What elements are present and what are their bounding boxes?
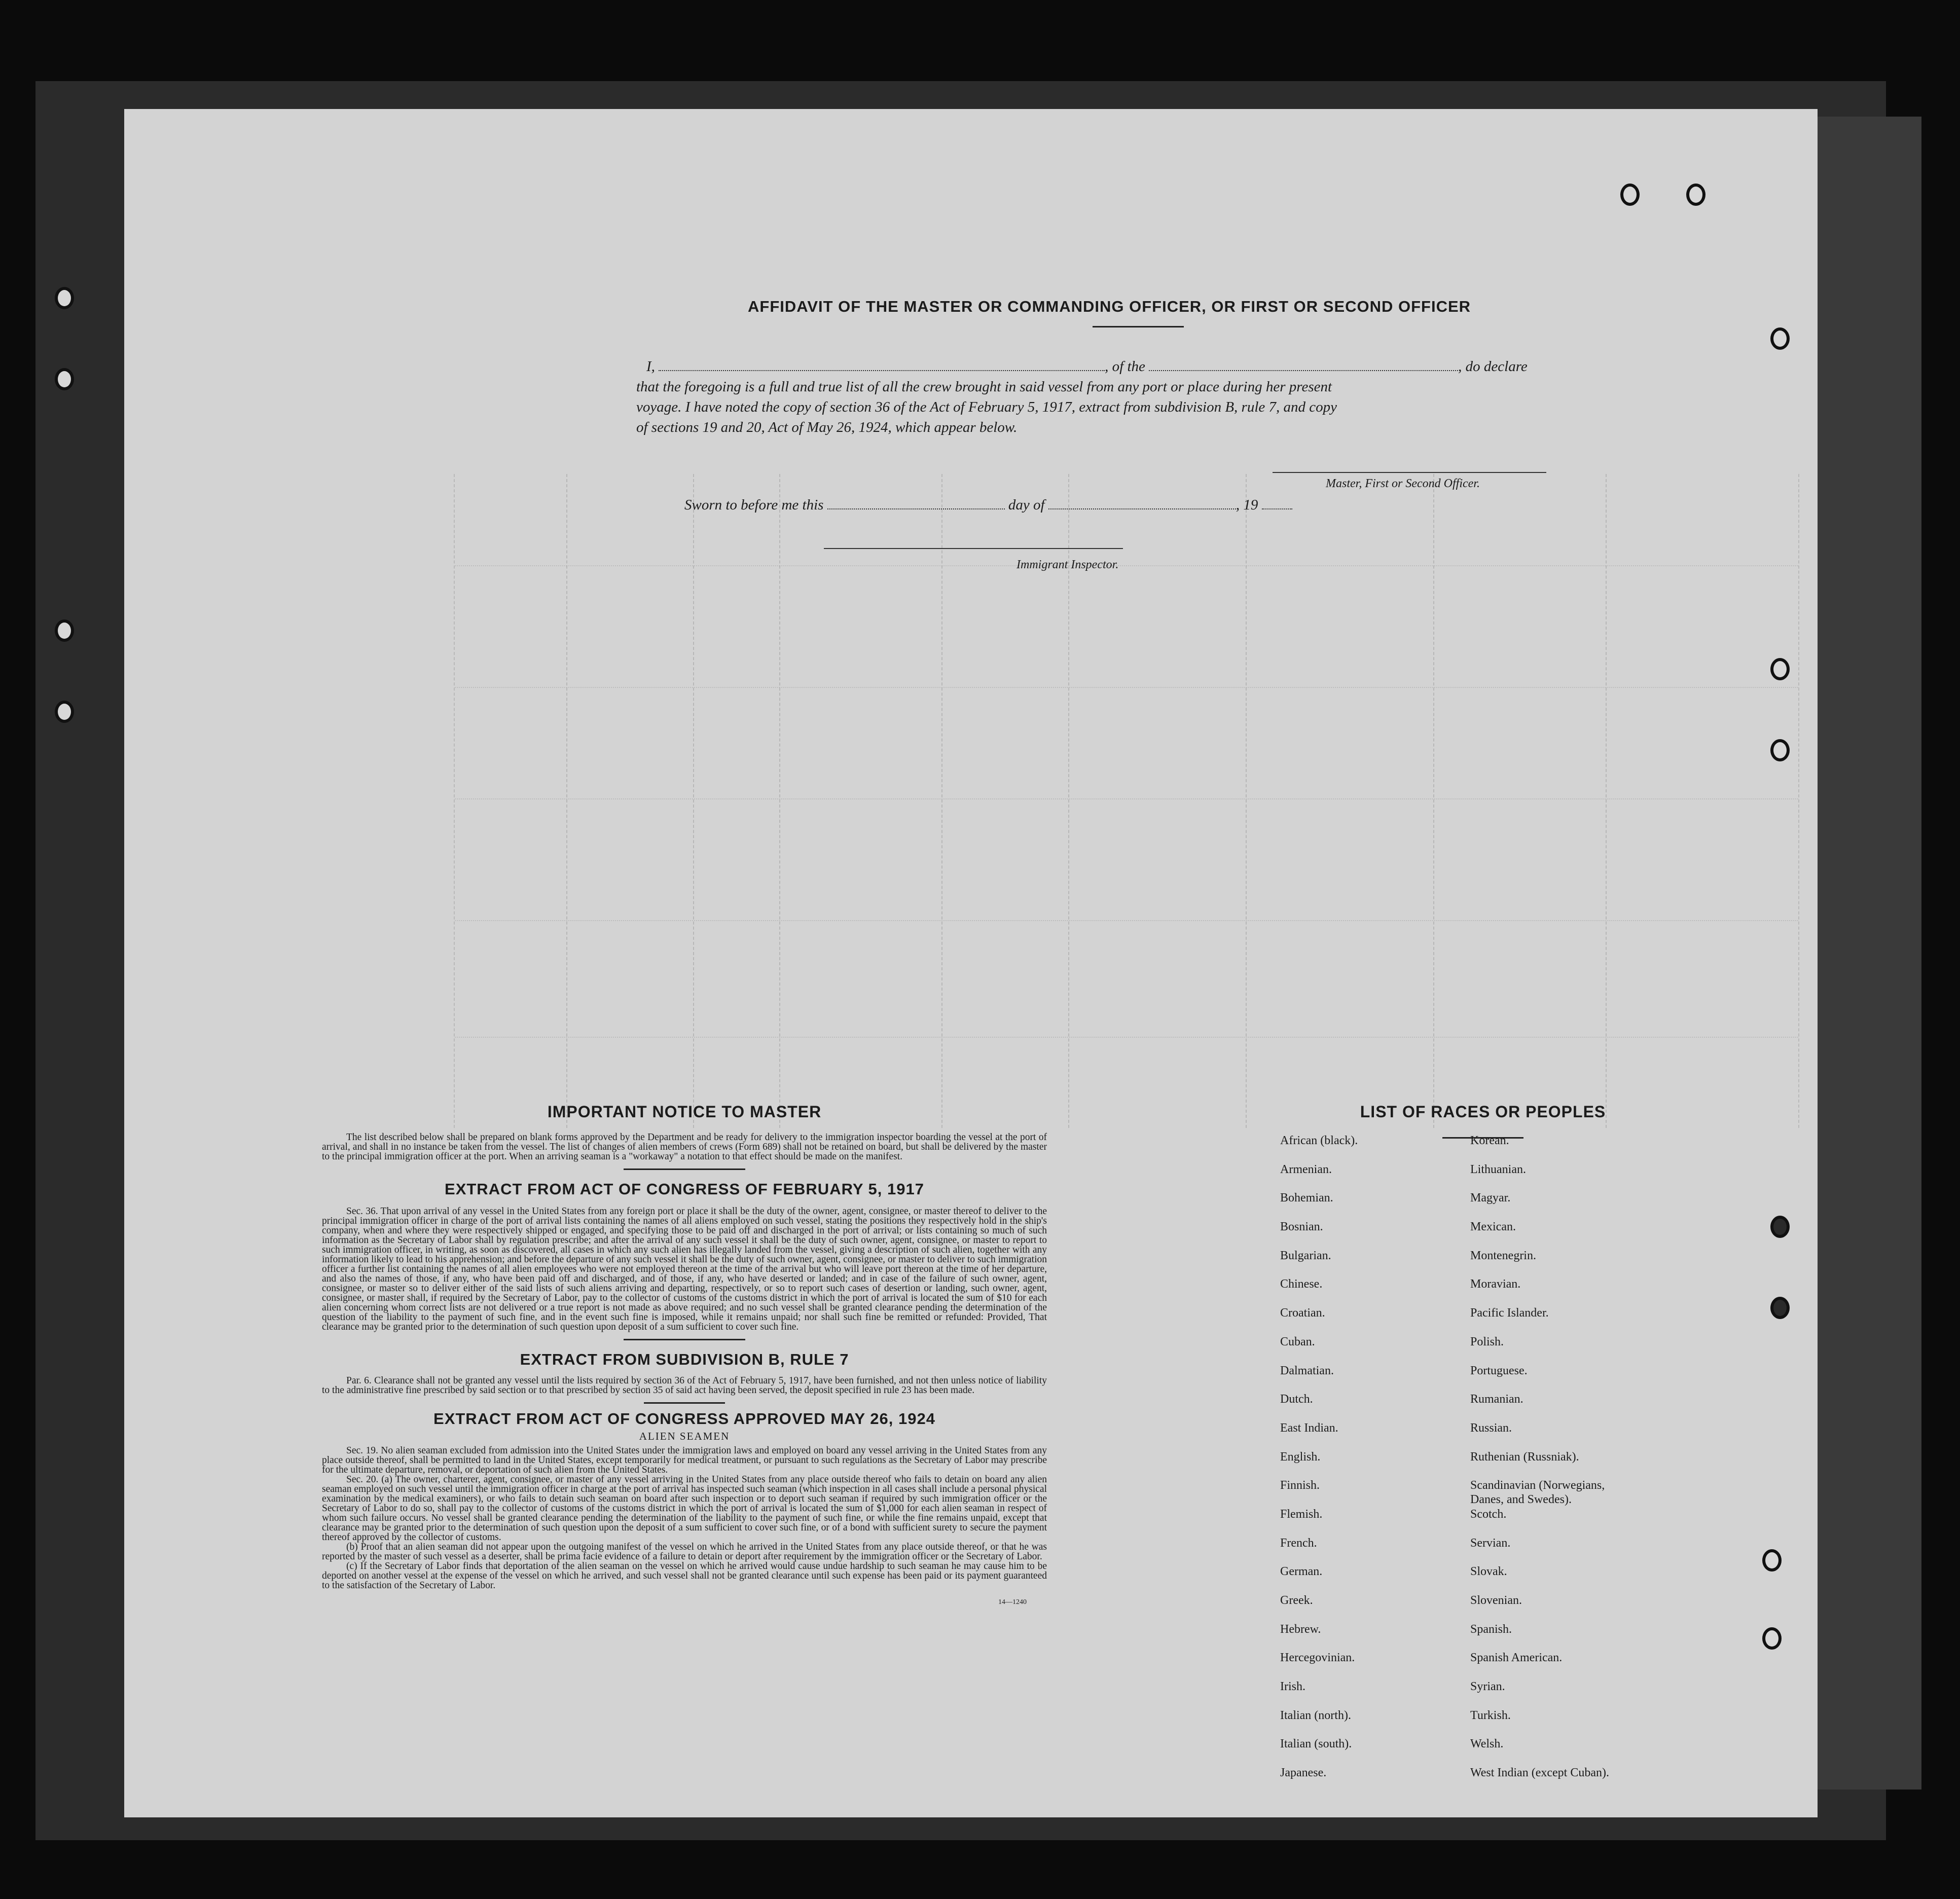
i-label: I, [646,358,655,375]
races-right-column [1470,1134,1714,1795]
race-item: Finnish. [1280,1479,1320,1492]
race-item: East Indian. [1280,1421,1338,1435]
form-number: 14—1240 [998,1598,1027,1606]
race-item: West Indian (except Cuban). [1470,1766,1609,1780]
affidavit-statement [636,356,1579,437]
race-item: English. [1280,1450,1321,1464]
legal-notices-column [322,1103,1047,1606]
declaration-line [636,356,1579,377]
race-item: Montenegrin. [1470,1249,1536,1262]
day-of-label: day of [1008,497,1045,513]
race-item: Bulgarian. [1280,1249,1331,1262]
race-item: Syrian. [1470,1680,1505,1694]
binder-hole [1620,184,1640,206]
binder-hole [55,287,74,309]
sworn-label: Sworn to before me this [684,497,824,513]
race-item: Italian (south). [1280,1737,1352,1751]
section-rule [624,1339,745,1340]
binder-hole [55,619,74,642]
inspector-signature-line[interactable] [824,548,1123,549]
binder-hole [1770,739,1790,761]
notice-text: The list described below shall be prepared on blank forms approved by the Department and be ready for delivery to the immigration inspector boarding the vessel at the port of arrival, and shall in no instance be taken from the vessel. The list of changes of alien members of crews (Form 689) shall not be retained on board, but shall be delivered by the master to the principal immigration officer at the port. When an arriving seaman is a "workaway" a notation to that effect should be made on the manifest. [322,1132,1047,1162]
race-item: Turkish. [1470,1708,1511,1722]
race-item: Scotch. [1470,1507,1507,1521]
rule-7-text: Par. 6. Clearance shall not be granted any vessel until the lists required by section 36 of the Act of February 5, 1917, have been furnished, and not then unless notice of liability to the administrative fine prescribed by said section or to that prescribed by section 35 of said act having been served, the deposit specified in rule 23 has been made. [322,1375,1047,1396]
sec-20b-text: (b) Proof that an alien seaman did not appear upon the outgoing manifest of the vessel on which he arrived in the United States from any place outside thereof, or that he was reported by the master of such vessel as a deserter, shall be prima facie evidence of a failure to detain or deport after requirement by the immigration officer or the Secretary of Labor. [322,1542,1047,1562]
race-item: Spanish American. [1470,1651,1563,1665]
race-item: Dutch. [1280,1393,1313,1406]
sworn-year-field[interactable] [1262,495,1292,509]
sec-20c-text: (c) If the Secretary of Labor finds that deportation of the alien seaman on the vessel on which he arrived would cause undue hardship to such seaman he may cause him to be deported on another vessel at the expense of the vessel on which he arrived, and such vessel shall not be granted clearance until such expense has been paid or its payment guaranteed to the satisfaction of the Secretary of Labor. [322,1561,1047,1591]
race-item: Lithuanian. [1470,1162,1526,1176]
binder-hole [1762,1627,1782,1650]
race-item: Armenian. [1280,1162,1332,1176]
section-rule [644,1402,725,1404]
affidavit-title: AFFIDAVIT OF THE MASTER OR COMMANDING OFFICER, OR FIRST OR SECOND OFFICER [748,298,1471,315]
binder-hole [1762,1549,1782,1572]
affidavit-text-3: voyage. I have noted the copy of section 36 of the Act of February 5, 1917, extract from subdivision B, rule 7, and copy [636,399,1337,415]
race-item: Flemish. [1280,1507,1323,1521]
race-item: Japanese. [1280,1766,1327,1780]
race-item: Rumanian. [1470,1393,1523,1406]
race-item: Moravian. [1470,1277,1521,1291]
sworn-line [684,495,1292,514]
race-item: Welsh. [1470,1737,1504,1751]
races-list-section [1275,1103,1691,1808]
backing-board-edge [1800,117,1921,1790]
inspector-caption: Immigrant Inspector. [1017,558,1119,571]
sworn-month-field[interactable] [1048,495,1236,509]
race-item: Hebrew. [1280,1622,1321,1636]
extract-1917-title: EXTRACT FROM ACT OF CONGRESS OF FEBRUARY 5, 1917 [445,1180,924,1198]
race-item: Mexican. [1470,1220,1516,1234]
affidavit-text-4: of sections 19 and 20, Act of May 26, 1924, which appear below. [636,419,1018,435]
race-item: German. [1280,1565,1323,1579]
race-item: Cuban. [1280,1335,1315,1348]
race-item: Chinese. [1280,1277,1323,1291]
binder-hole [1770,1216,1790,1238]
race-item: Hercegovinian. [1280,1651,1355,1665]
notice-title: IMPORTANT NOTICE TO MASTER [547,1103,822,1121]
extract-1924-title: EXTRACT FROM ACT OF CONGRESS APPROVED MAY 26, 1924 [433,1410,935,1428]
races-grid [1275,1134,1691,1808]
race-item: Spanish. [1470,1622,1512,1636]
race-item: Irish. [1280,1680,1305,1694]
title-rule [1093,326,1184,327]
race-item: Magyar. [1470,1191,1511,1205]
declare-label: , do declare [1458,358,1528,375]
extract-1917-text: Sec. 36. That upon arrival of any vessel in the United States from any foreign port or place it shall be the duty of the owner, agent, consignee, or master thereof to deliver to the principal immigration officer in charge of the port of arrival lists containing the names of all aliens employed on such vessel, stating the positions they respectively hold in the ship's company, when and where they were respectively shipped or engaged, and specifying those to be paid off and discharged in the port of arrival; or lists containing so much of such information as the Secretary of Labor shall by regulation prescribe; and after the arrival of any such vessel it shall be the duty of such owner, agent, consignee, or master to report to such immigration officer, in writing, as soon as discovered, all cases in which any such alien has illegally landed from the vessel, giving a description of such alien, together with any information likely to lead to his apprehension; and before the departure of any such vessel it shall be the duty of such owner, agent, consignee, or master to deliver to such immigration officer a further list containing the names of all alien employees who were not employed thereon at the time of the arrival but who will leave port thereon at the time of her departure, and also the names of those, if any, who have been paid off and discharged, and of those, if any, who have deserted or landed; and in case of the failure of such owner, agent, consignee, or master so to deliver either of the said lists of such aliens arriving and departing, respectively, or so to report such cases of desertion or landing, such owner, agent, consignee, or master shall, if required by the Secretary of Labor, pay to the collector of customs of the customs district in which the port of arrival is located the sum of $10 for each alien concerning whom correct lists are not delivered or a true report is not made as above required; and no such vessel shall be granted clearance pending the determination of the question of the liability to the payment of such fine, and in the event such fine is imposed, while it remains unpaid; nor shall such fine be remitted or refunded: Provided, That clearance may be granted prior to the determination of such question upon deposit of a sum sufficient to cover such fine. [322,1206,1047,1332]
race-item: Italian (north). [1280,1708,1351,1722]
binder-hole [55,701,74,723]
races-title: LIST OF RACES OR PEOPLES [1360,1103,1606,1121]
race-item: Ruthenian (Russniak). [1470,1450,1579,1464]
sec-19-text: Sec. 19. No alien seaman excluded from admission into the United States under the immigration laws and employed on board any vessel arriving in the United States from any place outside thereof, shall be permitted to land in the United States, except temporarily for medical treatment, or pursuant to such regulations as the Secretary of Labor may prescribe for the ultimate departure, removal, or deportation of such alien from the United States. [322,1445,1047,1475]
race-item: French. [1280,1536,1317,1550]
race-item: Croatian. [1280,1306,1325,1320]
race-item: Slovenian. [1470,1594,1522,1607]
of-the-label: , of the [1105,358,1145,375]
race-item: Bosnian. [1280,1220,1323,1234]
binder-hole [1770,1297,1790,1319]
race-item: Polish. [1470,1335,1504,1348]
binder-hole [1686,184,1705,206]
sec-20a-text: Sec. 20. (a) The owner, charterer, agent, consignee, or master of any vessel arriving in the United States from any place outside thereof who fails to detain on board any alien seaman employed on such vessel until the immigration officer in charge at the port of arrival has inspected such seaman (which inspection in all cases shall include a personal physical examination by the medical examiners), or who fails to detain such seaman on board after such inspection or to deport such seaman if required by such immigration officer or the Secretary of Labor to do so, shall pay to the collector of customs of the customs district in which the port of arrival is located the sum of $1,000 for each alien seaman in respect of whom such failure occurs. No vessel shall be granted clearance pending the determination of the liability to the payment of such fine, or while the fine remains unpaid, except that clearance may be granted prior to the determination of such question upon the deposit of a sum sufficient to cover such fine, or of a bond with sufficient surety to secure the payment thereof approved by the collector of customs. [322,1474,1047,1543]
sworn-day-field[interactable] [827,495,1005,509]
race-item: Greek. [1280,1594,1313,1607]
affidavit-text-2: that the foregoing is a full and true list of all the crew brought in said vessel from any port or place during her present [636,379,1332,395]
race-item: Scandinavian (Norwegians, Danes, and Swedes). [1470,1479,1605,1507]
race-item: African (black). [1280,1134,1358,1147]
bleed-through-grid [454,474,1799,1128]
name-field[interactable] [659,357,1105,371]
binder-hole [55,368,74,390]
section-rule [624,1168,745,1170]
race-item: Dalmatian. [1280,1364,1334,1377]
race-item: Portuguese. [1470,1364,1528,1377]
vessel-field[interactable] [1149,357,1458,371]
race-item: Bohemian. [1280,1191,1333,1205]
race-item: Russian. [1470,1421,1512,1435]
alien-seamen-subtitle: ALIEN SEAMEN [639,1430,730,1442]
race-item: Servian. [1470,1536,1511,1550]
master-signature-caption: Master, First or Second Officer. [1326,477,1480,490]
rule-7-title: EXTRACT FROM SUBDIVISION B, RULE 7 [520,1350,849,1368]
master-signature-line[interactable] [1273,472,1546,473]
form-sheet [124,109,1818,1817]
binder-hole [1770,327,1790,350]
year-label: , 19 [1236,497,1258,513]
race-item: Slovak. [1470,1565,1507,1579]
binder-hole [1770,658,1790,680]
race-item: Pacific Islander. [1470,1306,1549,1320]
race-item: Korean. [1470,1134,1509,1147]
